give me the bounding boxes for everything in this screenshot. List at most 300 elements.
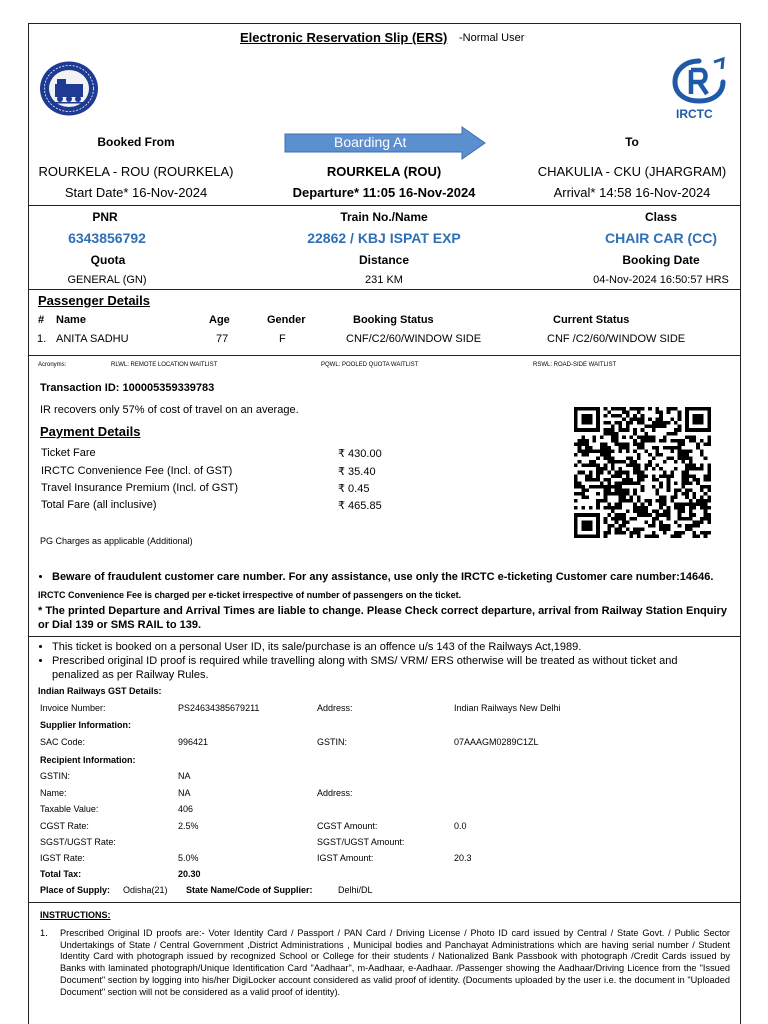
irctc-logo-text: IRCTC — [676, 107, 713, 121]
qr-module — [641, 446, 645, 450]
qr-module — [574, 478, 578, 482]
qr-module — [700, 520, 704, 524]
gst-title: Indian Railways GST Details: — [38, 686, 162, 696]
id-proof-notice — [38, 655, 677, 667]
qr-module — [604, 467, 608, 471]
qr-module — [700, 428, 704, 432]
qr-module — [681, 449, 685, 453]
qr-module — [622, 442, 626, 446]
qr-module — [663, 435, 667, 439]
qr-module — [596, 467, 600, 471]
qr-module — [644, 467, 648, 471]
boarding-arrow — [284, 126, 486, 160]
qr-module — [633, 492, 637, 496]
qr-module — [692, 414, 696, 418]
qr-module — [655, 510, 659, 514]
qr-module — [659, 520, 663, 524]
qr-module — [681, 442, 685, 446]
qr-module — [585, 446, 589, 450]
qr-module — [648, 499, 652, 503]
qr-module — [574, 499, 578, 503]
qr-module — [692, 520, 696, 524]
qr-module — [581, 414, 585, 418]
qr-module — [707, 464, 711, 468]
qr-module — [674, 407, 678, 411]
qr-module — [596, 513, 600, 517]
qr-module — [696, 446, 700, 450]
qr-module — [685, 467, 689, 471]
qr-module — [581, 492, 585, 496]
qr-module — [659, 411, 663, 415]
address-label: Address: — [317, 703, 353, 713]
quota-value: GENERAL (GN) — [67, 274, 147, 286]
qr-module — [626, 520, 630, 524]
qr-module — [659, 485, 663, 489]
recipient-name-value: NA — [178, 788, 191, 798]
qr-module — [585, 428, 589, 432]
qr-module — [585, 442, 589, 446]
irctc-logo — [670, 56, 728, 122]
qr-module — [678, 524, 682, 528]
qr-module — [659, 474, 663, 478]
qr-module — [637, 446, 641, 450]
qr-module — [581, 428, 585, 432]
qr-module — [707, 414, 711, 418]
qr-module — [589, 527, 593, 531]
qr-module — [637, 513, 641, 517]
qr-module — [674, 421, 678, 425]
qr-module — [581, 435, 585, 439]
qr-module — [700, 407, 704, 411]
qr-module — [604, 488, 608, 492]
qr-module — [681, 517, 685, 521]
qr-module — [630, 421, 634, 425]
qr-module — [596, 524, 600, 528]
qr-module — [641, 506, 645, 510]
qr-module — [622, 471, 626, 475]
qr-module — [667, 513, 671, 517]
qr-module — [692, 531, 696, 535]
qr-module — [574, 531, 578, 535]
qr-module — [618, 503, 622, 507]
qr-module — [641, 513, 645, 517]
qr-module — [633, 418, 637, 422]
qr-module — [589, 407, 593, 411]
qr-module — [626, 425, 630, 429]
qr-module — [622, 492, 626, 496]
qr-module — [652, 510, 656, 514]
passenger-booking-status: CNF/C2/60/WINDOW SIDE — [346, 333, 482, 345]
qr-module — [581, 439, 585, 443]
qr-module — [574, 481, 578, 485]
indian-railways-logo — [38, 60, 100, 117]
qr-module — [700, 421, 704, 425]
qr-module — [692, 496, 696, 500]
qr-module — [692, 418, 696, 422]
qr-module — [659, 513, 663, 517]
qr-module — [633, 449, 637, 453]
qr-module — [667, 488, 671, 492]
qr-module — [689, 503, 693, 507]
qr-module — [655, 411, 659, 415]
qr-module — [667, 407, 671, 411]
qr-module — [700, 414, 704, 418]
qr-module — [641, 442, 645, 446]
qr-module — [618, 414, 622, 418]
qr-module — [615, 407, 619, 411]
qr-module — [626, 474, 630, 478]
qr-module — [689, 506, 693, 510]
qr-module — [607, 527, 611, 531]
cgst-rate-label: CGST Rate: — [40, 821, 89, 831]
qr-module — [655, 425, 659, 429]
qr-module — [641, 421, 645, 425]
qr-module — [689, 513, 693, 517]
qr-module — [704, 499, 708, 503]
qr-module — [692, 407, 696, 411]
qr-module — [692, 503, 696, 507]
qr-module — [678, 517, 682, 521]
qr-module — [574, 485, 578, 489]
passenger-current-status: CNF /C2/60/WINDOW SIDE — [547, 333, 686, 345]
qr-module — [633, 481, 637, 485]
qr-module — [667, 517, 671, 521]
qr-module — [585, 453, 589, 457]
qr-module — [681, 474, 685, 478]
personal-id-notice — [38, 641, 581, 653]
qr-module — [689, 488, 693, 492]
times-notice-line1: * The printed Departure and Arrival Times are liable to change. Please Check correct departure, arrival from Railway Station Enquiry — [38, 605, 727, 617]
qr-module — [596, 503, 600, 507]
qr-module — [696, 414, 700, 418]
qr-module — [574, 513, 578, 517]
qr-module — [604, 534, 608, 538]
qr-module — [644, 506, 648, 510]
qr-module — [692, 492, 696, 496]
qr-module — [674, 492, 678, 496]
qr-module — [574, 425, 578, 429]
qr-module — [689, 460, 693, 464]
qr-module — [641, 407, 645, 411]
times-notice-line2: or Dial 139 or SMS RAIL to 139. — [38, 619, 202, 631]
qr-module — [704, 506, 708, 510]
qr-module — [670, 457, 674, 461]
acronym-pqwl: PQWL: POOLED QUOTA WAITLIST — [321, 362, 419, 368]
qr-module — [622, 531, 626, 535]
pnr-value: 6343856792 — [68, 230, 146, 246]
qr-module — [585, 478, 589, 482]
qr-module — [622, 499, 626, 503]
qr-module — [700, 503, 704, 507]
qr-module — [574, 534, 578, 538]
qr-module — [581, 407, 585, 411]
qr-module — [685, 524, 689, 528]
qr-module — [674, 446, 678, 450]
class-value: CHAIR CAR (CC) — [605, 230, 717, 246]
qr-module — [596, 421, 600, 425]
qr-module — [670, 446, 674, 450]
qr-module — [678, 488, 682, 492]
igst-amount-value: 20.3 — [454, 853, 472, 863]
qr-module — [655, 534, 659, 538]
qr-module — [596, 474, 600, 478]
qr-module — [633, 517, 637, 521]
igst-rate-value: 5.0% — [178, 853, 199, 863]
qr-module — [641, 478, 645, 482]
col-header-booking-status: Booking Status — [353, 314, 434, 326]
qr-module — [652, 517, 656, 521]
qr-module — [611, 439, 615, 443]
qr-module — [604, 485, 608, 489]
qr-module — [581, 520, 585, 524]
qr-module — [589, 474, 593, 478]
qr-module — [589, 414, 593, 418]
qr-module — [593, 534, 597, 538]
qr-module — [611, 457, 615, 461]
qr-module — [678, 453, 682, 457]
qr-module — [652, 435, 656, 439]
qr-module — [667, 478, 671, 482]
qr-module — [696, 503, 700, 507]
qr-module — [604, 446, 608, 450]
qr-module — [574, 464, 578, 468]
qr-module — [648, 425, 652, 429]
qr-module — [578, 407, 582, 411]
supplier-gstin-label: GSTIN: — [317, 737, 348, 747]
qr-module — [578, 446, 582, 450]
qr-module — [593, 428, 597, 432]
qr-module — [581, 464, 585, 468]
qr-module — [589, 449, 593, 453]
qr-module — [618, 481, 622, 485]
qr-module — [596, 527, 600, 531]
qr-module — [667, 524, 671, 528]
qr-module — [633, 432, 637, 436]
qr-module — [655, 478, 659, 482]
qr-module — [678, 446, 682, 450]
qr-module — [589, 446, 593, 450]
qr-module — [704, 492, 708, 496]
qr-module — [626, 478, 630, 482]
qr-module — [626, 414, 630, 418]
qr-module — [648, 464, 652, 468]
qr-module — [670, 499, 674, 503]
qr-module — [667, 527, 671, 531]
qr-module — [685, 411, 689, 415]
qr-module — [637, 421, 641, 425]
qr-module — [626, 492, 630, 496]
passenger-details-title: Passenger Details — [38, 293, 151, 308]
qr-module — [652, 534, 656, 538]
qr-module — [585, 418, 589, 422]
qr-module — [641, 527, 645, 531]
qr-module — [681, 457, 685, 461]
qr-module — [696, 421, 700, 425]
qr-module — [589, 506, 593, 510]
qr-module — [648, 524, 652, 528]
qr-module — [644, 513, 648, 517]
convenience-fee-notice: IRCTC Convenience Fee is charged per e-ticket irrespective of number of passengers on the ticket. — [38, 590, 462, 600]
recipient-address-label: Address: — [317, 788, 353, 798]
col-header-gender: Gender — [267, 314, 306, 326]
igst-rate-label: IGST Rate: — [40, 853, 85, 863]
qr-module — [574, 524, 578, 528]
fraud-notice-text: • Beware of fraudulent customer care number. For any assistance, use only the IRCTC e-ticketing Customer care number:14646. — [52, 571, 713, 583]
qr-module — [700, 485, 704, 489]
recipient-name-label: Name: — [40, 788, 67, 798]
qr-module — [589, 520, 593, 524]
qr-module — [637, 471, 641, 475]
qr-module — [596, 428, 600, 432]
qr-module — [630, 499, 634, 503]
qr-module — [630, 418, 634, 422]
qr-module — [618, 460, 622, 464]
qr-module — [685, 457, 689, 461]
qr-module — [685, 428, 689, 432]
qr-module — [663, 513, 667, 517]
instruction-number: 1. — [40, 928, 48, 938]
qr-module — [644, 510, 648, 514]
qr-module — [707, 499, 711, 503]
qr-module — [652, 467, 656, 471]
qr-module — [615, 506, 619, 510]
qr-module — [637, 527, 641, 531]
qr-module — [641, 510, 645, 514]
qr-module — [663, 496, 667, 500]
qr-module — [593, 464, 597, 468]
qr-module — [674, 481, 678, 485]
qr-module — [618, 506, 622, 510]
qr-module — [637, 478, 641, 482]
qr-module — [607, 524, 611, 528]
booking-date-value: 04-Nov-2024 16:50:57 HRS — [593, 274, 729, 286]
qr-module — [681, 485, 685, 489]
qr-module — [622, 520, 626, 524]
qr-module — [596, 499, 600, 503]
qr-module — [615, 488, 619, 492]
payment-value: ₹ 430.00 — [338, 448, 382, 460]
qr-module — [604, 478, 608, 482]
qr-module — [615, 421, 619, 425]
qr-module — [637, 457, 641, 461]
qr-module — [678, 534, 682, 538]
qr-module — [618, 474, 622, 478]
qr-module — [678, 442, 682, 446]
qr-module — [593, 435, 597, 439]
col-header-current-status: Current Status — [553, 314, 630, 326]
qr-module — [678, 428, 682, 432]
train-value: 22862 / KBJ ISPAT EXP — [307, 230, 461, 246]
sgst-rate-label: SGST/UGST Rate: — [40, 837, 116, 847]
qr-module — [596, 478, 600, 482]
qr-module — [622, 411, 626, 415]
place-of-supply-value: Odisha(21) — [123, 885, 168, 895]
instruction-item — [40, 928, 730, 998]
qr-module — [689, 481, 693, 485]
total-tax-value: 20.30 — [178, 869, 201, 879]
qr-module — [600, 485, 604, 489]
qr-module — [611, 492, 615, 496]
qr-module — [663, 531, 667, 535]
qr-module — [604, 531, 608, 535]
qr-module — [700, 464, 704, 468]
qr-module — [596, 411, 600, 415]
qr-module — [655, 517, 659, 521]
qr-module — [692, 439, 696, 443]
qr-module — [652, 428, 656, 432]
qr-module — [674, 506, 678, 510]
qr-module — [692, 467, 696, 471]
page-title: Electronic Reservation Slip (ERS) — [240, 30, 448, 45]
qr-module — [596, 425, 600, 429]
qr-module — [574, 418, 578, 422]
passenger-num: 1. — [37, 333, 47, 345]
qr-module — [678, 506, 682, 510]
qr-module — [637, 442, 641, 446]
qr-module — [615, 471, 619, 475]
qr-module — [700, 499, 704, 503]
qr-module — [700, 467, 704, 471]
divider-gst — [28, 902, 741, 903]
qr-module — [652, 478, 656, 482]
qr-module — [626, 488, 630, 492]
qr-module — [578, 460, 582, 464]
qr-module — [685, 492, 689, 496]
place-of-supply-label: Place of Supply: — [40, 885, 111, 895]
qr-module — [633, 414, 637, 418]
qr-module — [630, 531, 634, 535]
qr-module — [644, 435, 648, 439]
qr-module — [689, 464, 693, 468]
qr-module — [581, 524, 585, 528]
qr-module — [704, 407, 708, 411]
qr-module — [696, 478, 700, 482]
qr-module — [644, 425, 648, 429]
qr-module — [663, 421, 667, 425]
qr-module — [593, 478, 597, 482]
qr-module — [615, 517, 619, 521]
qr-module — [674, 531, 678, 535]
qr-module — [700, 531, 704, 535]
qr-module — [704, 534, 708, 538]
qr-module — [593, 513, 597, 517]
qr-module — [678, 439, 682, 443]
qr-module — [607, 460, 611, 464]
qr-module — [585, 496, 589, 500]
qr-module — [685, 464, 689, 468]
qr-module — [578, 471, 582, 475]
qr-module — [663, 503, 667, 507]
qr-module — [667, 481, 671, 485]
qr-module — [655, 449, 659, 453]
qr-module — [670, 449, 674, 453]
acronym-rlwl: RLWL: REMOTE LOCATION WAITLIST — [111, 362, 218, 368]
supplier-state-label: State Name/Code of Supplier: — [186, 885, 313, 895]
payment-value: ₹ 0.45 — [338, 483, 370, 495]
qr-module — [652, 457, 656, 461]
qr-module — [689, 517, 693, 521]
qr-module — [696, 407, 700, 411]
qr-module — [626, 421, 630, 425]
qr-module — [670, 496, 674, 500]
qr-module — [707, 407, 711, 411]
qr-module — [644, 499, 648, 503]
qr-module — [600, 435, 604, 439]
qr-module — [674, 467, 678, 471]
qr-module — [685, 414, 689, 418]
qr-module — [707, 471, 711, 475]
qr-module — [574, 411, 578, 415]
